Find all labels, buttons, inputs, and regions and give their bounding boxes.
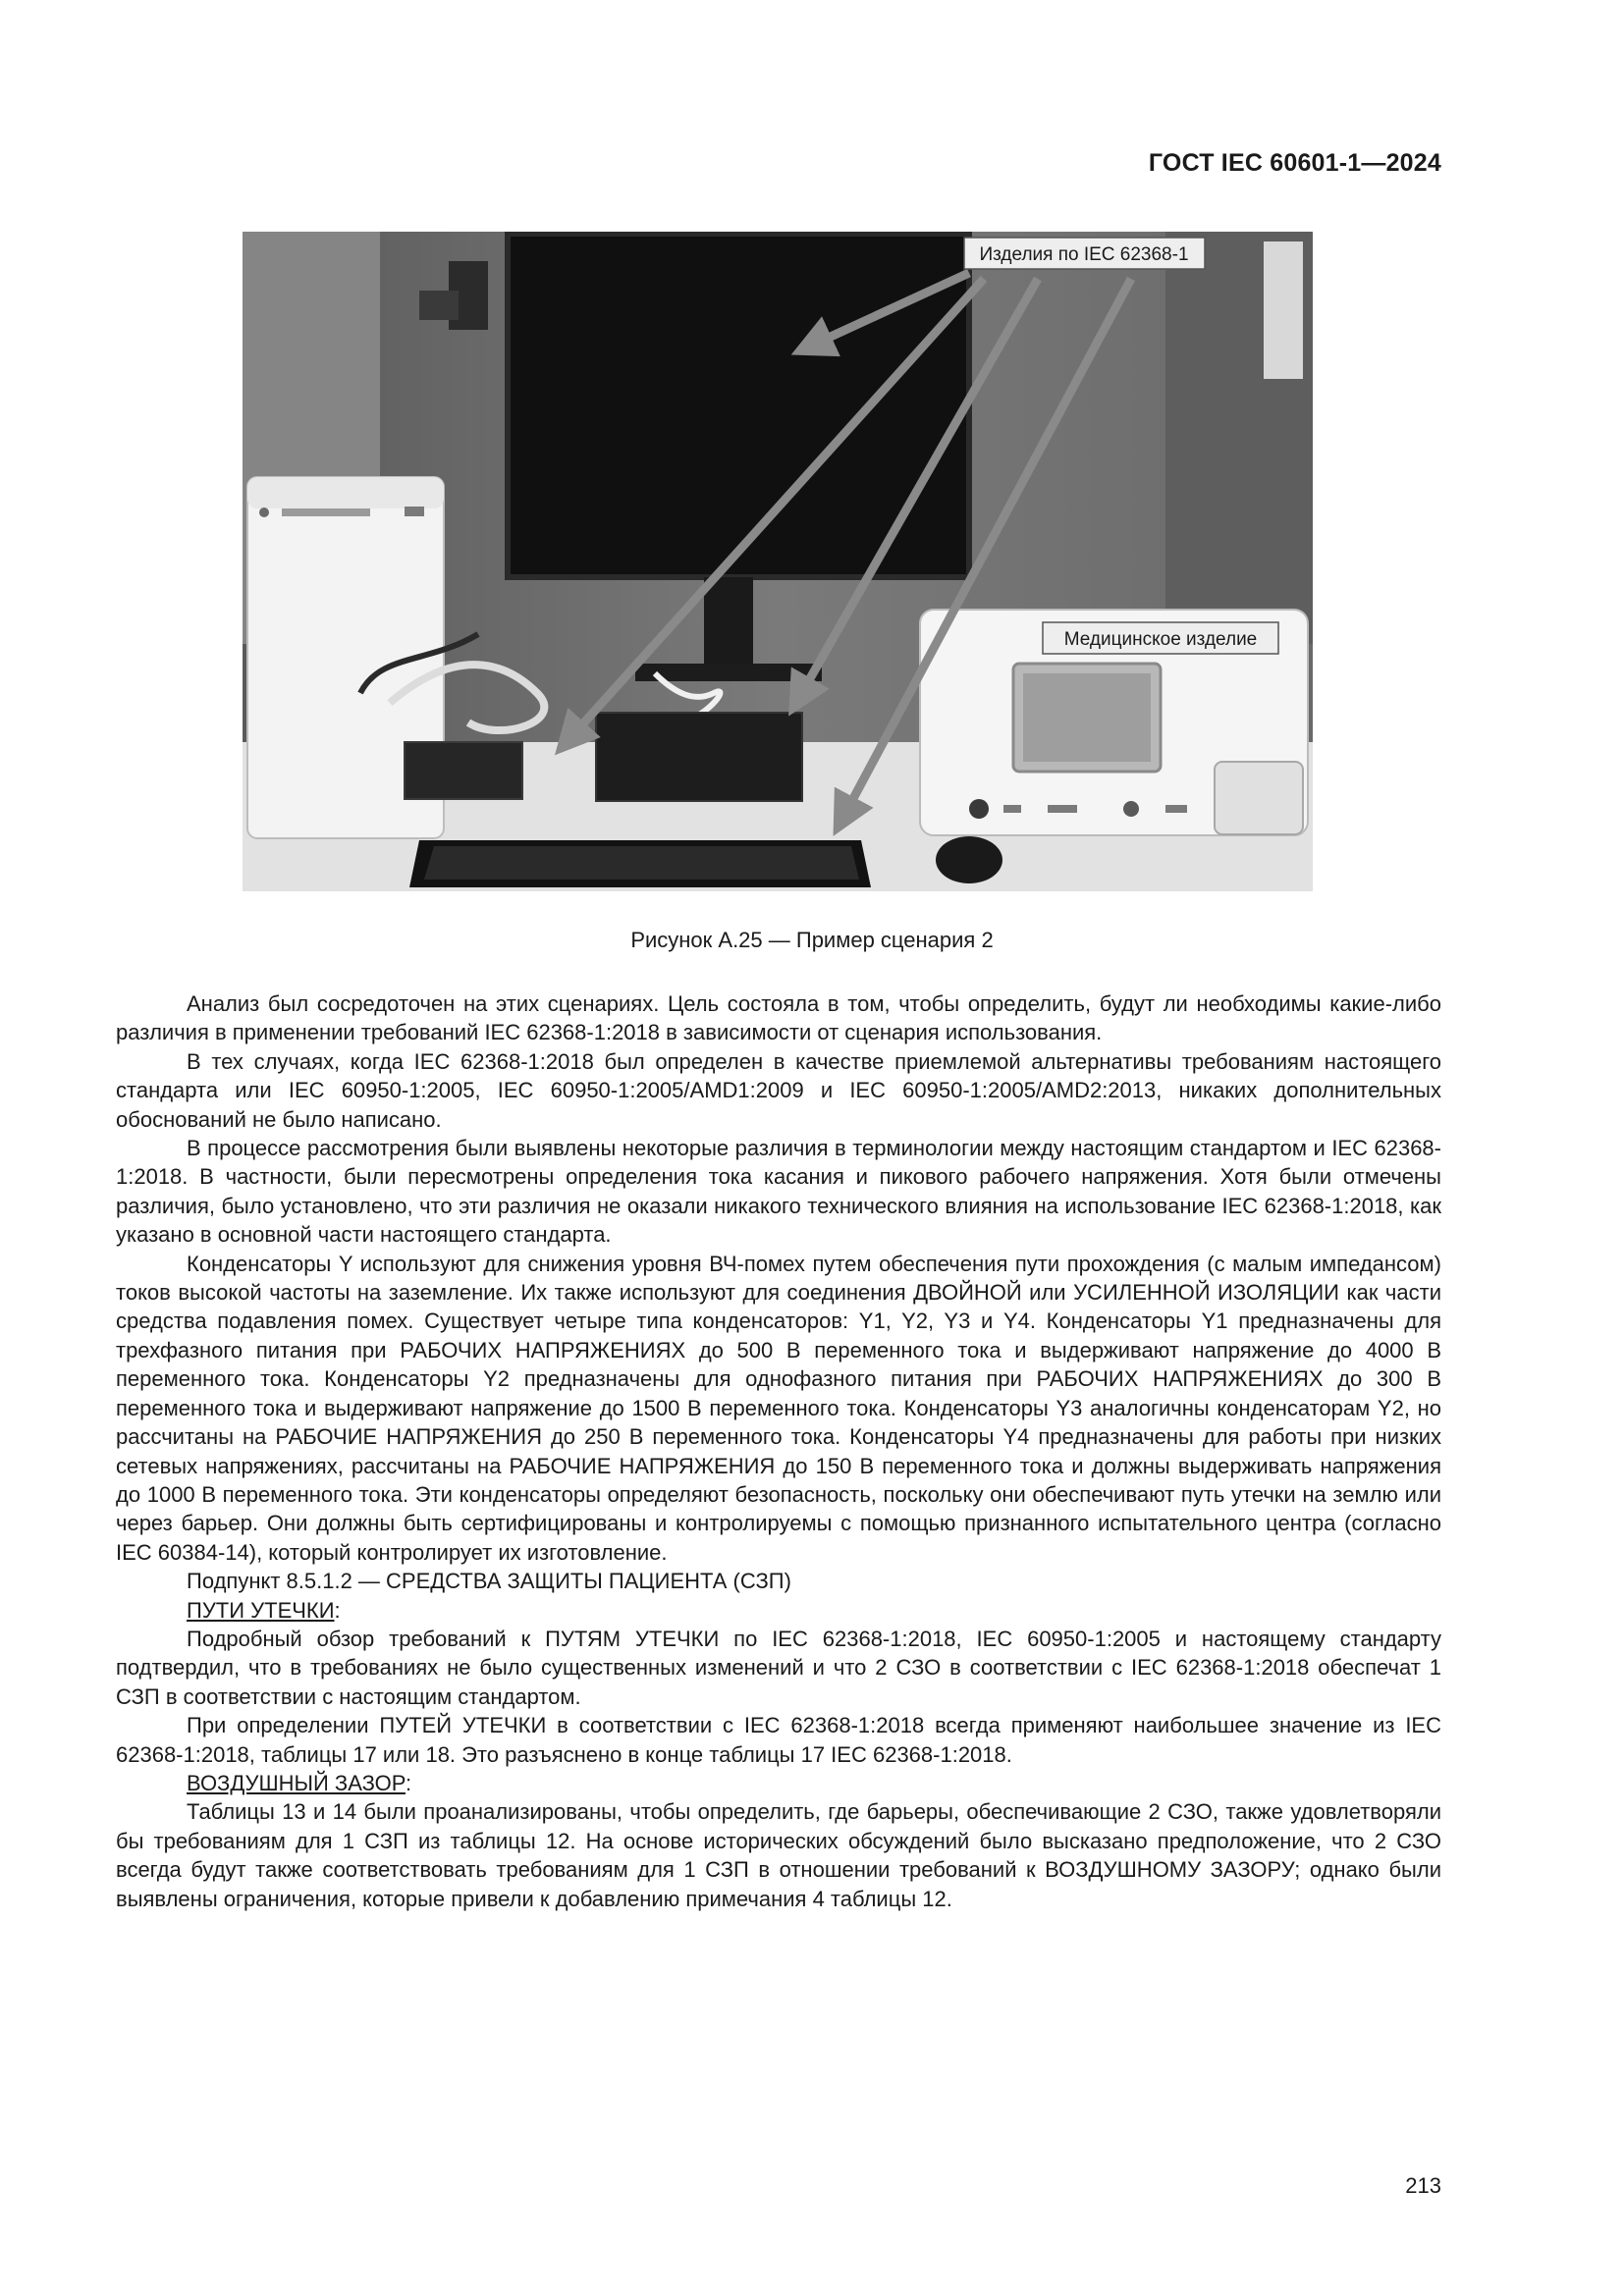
figure-photo (243, 232, 1313, 891)
keyboard (409, 840, 871, 887)
section-heading-clearance (116, 1769, 1441, 1797)
label-medical-device: Медицинское изделие (1063, 629, 1258, 650)
subclause-title: Подпункт 8.5.1.2 — СРЕДСТВА ЗАЩИТЫ ПАЦИЕНТА (СЗП) (187, 1569, 791, 1594)
heading-text: ПУТИ УТЕЧКИ (187, 1597, 335, 1623)
figure-caption: Рисунок А.25 — Пример сценария 2 (630, 928, 994, 952)
body-text (116, 989, 1441, 1913)
section-heading-creepage (116, 1596, 1441, 1625)
heading-text: ВОЗДУШНЫЙ ЗАЗОР (187, 1770, 406, 1795)
heading-colon: : (405, 1770, 412, 1795)
paragraph: Анализ был сосредоточен на этих сценариях. Цель состояла в том, чтобы определить, будут ли необходимы какие-либо различия в применении требований IEC 62368-1:2018 в зависимости от сценария использования. (116, 991, 1441, 1045)
pc-tower (596, 713, 802, 801)
paragraph: Конденсаторы Y используют для снижения уровня ВЧ-помех путем обеспечения пути прохождения (с малым импедансом) токов высокой частоты на заземление. Их также используют для соединения ДВОЙНОЙ или УСИЛЕННОЙ ИЗОЛЯЦИИ как части средства подавления помех. Существует четыре типа конденсаторов: Y1, Y2, Y3 и Y4. Конденсаторы Y1 предназначены для трехфазного питания при РАБОЧИХ НАПРЯЖЕНИЯХ до 500 В переменного тока и выдерживают напряжение до 4000 В переменного тока. Конденсаторы Y2 предназначены для однофазного питания при РАБОЧИХ НАПРЯЖЕНИЯХ до 300 В переменного тока и выдерживают напряжение до 1500 В переменного тока. Конденсаторы Y3 аналогичны конденсаторам Y2, но рассчитаны на РАБОЧИЕ НАПРЯЖЕНИЯ до 250 В переменного тока. Конденсаторы Y4 предназначены для работы при низких сетевых напряжениях, рассчитаны на РАБОЧИЕ НАПРЯЖЕНИЯ до 150 В переменного тока и должны выдерживать напряжения до 1000 В переменного тока. Эти конденсаторы определяют безопасность, поскольку они обеспечивают путь утечки на землю или через барьер. Они должны быть сертифицированы и контролируемы с помощью признанного испытательного центра (согласно IEC 60384-14), который контролирует их изготовление. (116, 1251, 1441, 1565)
label-it-equipment: Изделия по IEC 62368-1 (979, 244, 1189, 265)
paragraph: В тех случаях, когда IEC 62368-1:2018 был определен в качестве приемлемой альтернативы требованиям настоящего стандарта или IEC 60950-1:2005, IEC 60950-1:2005/AMD1:2009 и IEC 60950-1:2005/AMD2:2013, никаких дополнительных обоснований не было написано. (116, 1048, 1441, 1132)
paragraph: Подробный обзор требований к ПУТЯМ УТЕЧКИ по IEC 62368-1:2018, IEC 60950-1:2005 и настоящему стандарту подтвердил, что в требованиях не было существенных изменений и что 2 СЗО в соответствии с IEC 62368-1:2018 обеспечат 1 СЗП в соответствии с настоящим стандартом. (116, 1626, 1441, 1709)
page-number: 213 (1405, 2173, 1441, 2198)
network-box (405, 742, 522, 799)
paragraph: В процессе рассмотрения были выявлены некоторые различия в терминологии между настоящим стандартом и IEC 62368-1:2018. В частности, были пересмотрены определения тока касания и пикового рабочего напряжения. Хотя были отмечены различия, было установлено, что эти различия не оказали никакого технического влияния на использование IEC 62368-1:2018, как указано в основной части настоящего стандарта. (116, 1136, 1441, 1248)
paragraph: Таблицы 13 и 14 были проанализированы, чтобы определить, где барьеры, обеспечивающие 2 СЗО, также удовлетворяли бы требованиям для 1 СЗП из таблицы 12. На основе исторических обсуждений было высказано предположение, что 2 СЗО всегда будут также соответствовать требованиям для 1 СЗП в отношении требований к ВОЗДУШНОМУ ЗАЗОРУ; однако были выявлены ограничения, которые привели к добавлению примечания 4 таблицы 12. (116, 1799, 1441, 1911)
mouse (936, 836, 1002, 883)
heading-colon: : (334, 1597, 341, 1623)
document-header: ГОСТ IEC 60601-1—2024 (1148, 149, 1441, 177)
photo-illustration (243, 232, 1313, 891)
paragraph: При определении ПУТЕЙ УТЕЧКИ в соответствии с IEC 62368-1:2018 всегда применяют наибольшее значение из IEC 62368-1:2018, таблицы 17 или 18. Это разъяснено в конце таблицы 17 IEC 62368-1:2018. (116, 1713, 1441, 1767)
